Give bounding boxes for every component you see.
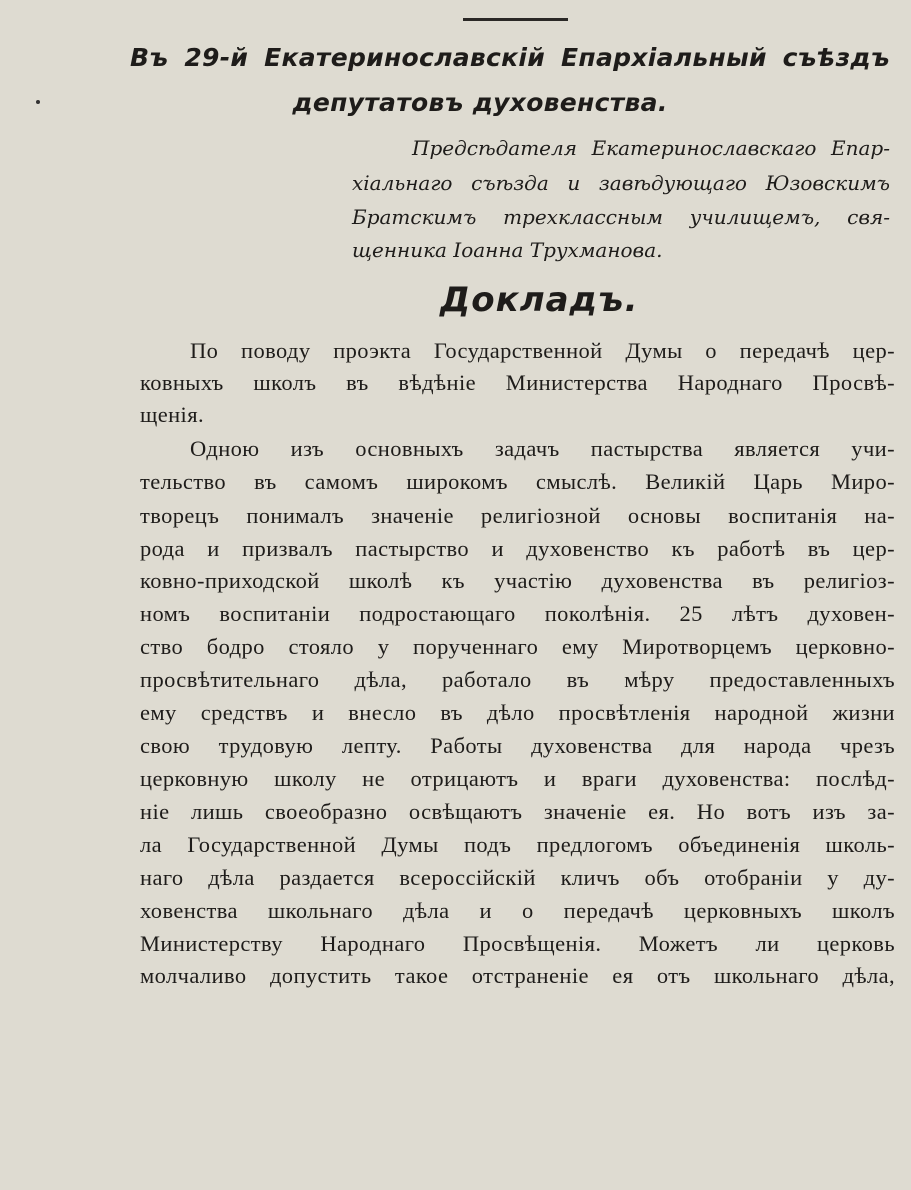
- body-line: ство бодро стояло у порученнаго ему Миротворцемъ церковно-: [140, 634, 895, 659]
- author-line-1: Предсѣдателя Екатеринославскаго Епар-: [412, 136, 890, 160]
- body-line: рода и призвалъ пастырство и духовенство къ работѣ въ цер-: [140, 536, 895, 561]
- body-line: ла Государственной Думы подъ предлогомъ объединенія школь-: [140, 832, 895, 857]
- heading-line-1: Въ 29-й Екатеринославскій Епархіальный съѣздъ: [130, 43, 890, 72]
- body-line: церковную школу не отрицаютъ и враги духовенства: послѣд-: [140, 766, 895, 791]
- body-line: ковныхъ школъ въ вѣдѣніе Министерства Народнаго Просвѣ-: [140, 370, 895, 395]
- top-rule: [463, 18, 568, 21]
- body-line: ховенства школьнаго дѣла и о передачѣ церковныхъ школъ: [140, 898, 895, 923]
- body-line: просвѣтительнаго дѣла, работало въ мѣру предоставленныхъ: [140, 667, 895, 692]
- body-line: творецъ понималъ значеніе религіозной основы воспитанія на-: [140, 503, 895, 528]
- author-line-3: Братскимъ трехклассным училищемъ, свя-: [352, 205, 890, 229]
- author-line-2: хіальнаго съѣзда и завѣдующаго Юзовскимъ: [352, 171, 890, 195]
- body-line: Одною изъ основныхъ задачъ пастырства является учи-: [190, 436, 895, 461]
- body-line: Министерству Народнаго Просвѣщенія. Можетъ ли церковь: [140, 931, 895, 956]
- body-line: щенія.: [140, 402, 204, 427]
- body-line: ковно-приходской школѣ къ участію духовенства въ религіоз-: [140, 568, 895, 593]
- body-line: молчаливо допустить такое отстраненіе ея отъ школьнаго дѣла,: [140, 963, 895, 988]
- body-line: По поводу проэкта Государственной Думы о передачѣ цер-: [190, 338, 895, 363]
- body-line: тельство въ самомъ широкомъ смыслѣ. Великій Царь Миро-: [140, 469, 895, 494]
- bleed-through-trace: [260, 1005, 680, 1017]
- body-line: ніе лишь своеобразно освѣщаютъ значеніе ея. Но вотъ изъ за-: [140, 799, 895, 824]
- ink-speck: [36, 100, 40, 104]
- body-line: номъ воспитаніи подростающаго поколѣнія. 25 лѣтъ духовен-: [140, 601, 895, 626]
- body-line: свою трудовую лепту. Работы духовенства для народа чрезъ: [140, 733, 895, 758]
- author-line-4: щенника Іоанна Трухманова.: [352, 238, 663, 262]
- body-line: наго дѣла раздается всероссійскій кличъ объ отобраніи у ду-: [140, 865, 895, 890]
- document-title: Докладъ.: [440, 280, 639, 320]
- body-line: ему средствъ и внесло въ дѣло просвѣтленія народной жизни: [140, 700, 895, 725]
- heading-line-2: депутатовъ духовенства.: [292, 88, 668, 117]
